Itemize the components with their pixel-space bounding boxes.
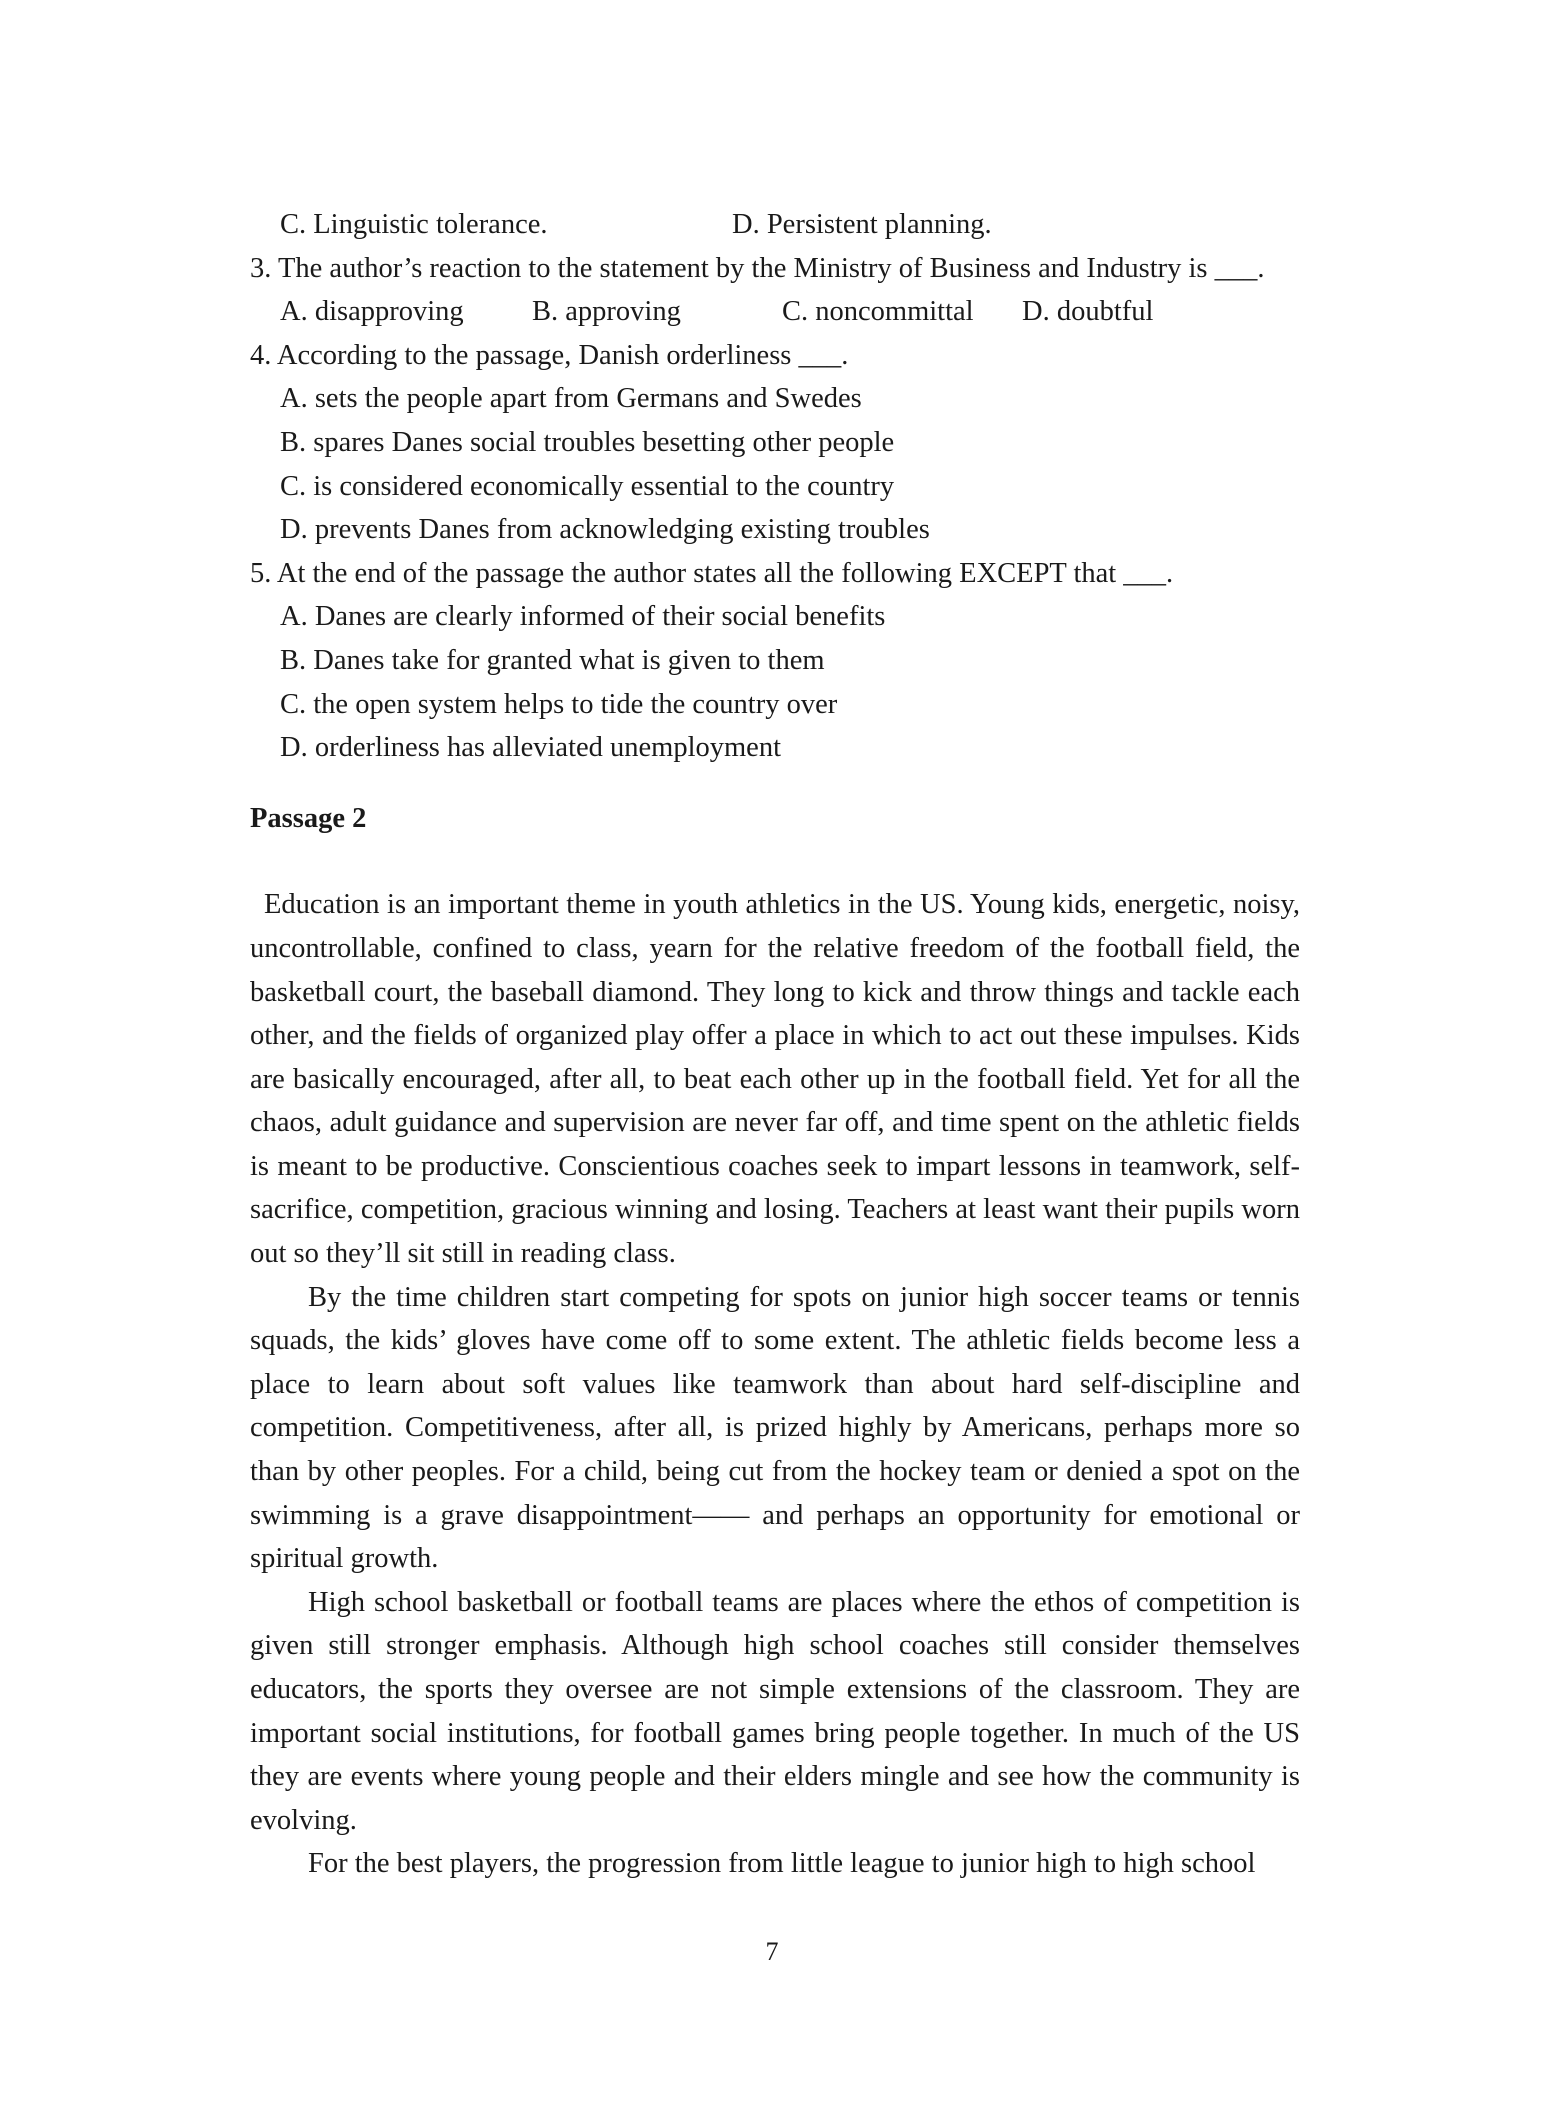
option-a: A. sets the people apart from Germans and Swedes xyxy=(280,383,862,415)
question-4-stem: 4. According to the passage, Danish orderliness ___. xyxy=(250,339,849,371)
option-c: C. noncommittal xyxy=(782,296,974,328)
question-3-stem: 3. The author’s reaction to the statement by the Ministry of Business and Industry is ___. xyxy=(250,252,1265,284)
passage-heading: Passage 2 xyxy=(250,802,367,834)
passage-paragraph: High school basketball or football teams are places where the ethos of competition is given still stronger emphasis. Although high school coaches still consider themselves educators, the sports they oversee are not simple extensions of the classroom. They are important social institutions, for football games bring people together. In much of the US they are events where young people and their elders mingle and see how the community is evolving. xyxy=(250,1586,1300,1836)
passage-paragraph: For the best players, the progression from little league to junior high to high school xyxy=(308,1848,1256,1880)
option-b: B. Danes take for granted what is given to them xyxy=(280,644,825,676)
question-5-stem: 5. At the end of the passage the author states all the following EXCEPT that ___. xyxy=(250,557,1174,589)
option-a: A. disapproving xyxy=(280,296,464,328)
option-d: D. Persistent planning. xyxy=(732,209,992,240)
option-a: A. Danes are clearly informed of their social benefits xyxy=(280,601,886,633)
option-c: C. is considered economically essential to the country xyxy=(280,470,895,502)
passage-paragraph: Education is an important theme in youth athletics in the US. Young kids, energetic, noisy, uncontrollable, confined to class, yearn for the relative freedom of the football field, the basketball court, the baseball diamond. They long to kick and throw things and tackle each other, and the fields of organized play offer a place in which to act out these impulses. Kids are basically encouraged, after all, to beat each other up in the football field. Yet for all the chaos, adult guidance and supervision are never far off, and time spent on the athletic fields is meant to be productive. Conscientious coaches seek to impart lessons in teamwork, self-sacrifice, competition, gracious winning and losing. Teachers at least want their pupils worn out so they’ll sit still in reading class. xyxy=(250,889,1300,1270)
question-2-options-tail xyxy=(250,203,1300,247)
option-d: D. prevents Danes from acknowledging existing troubles xyxy=(280,514,930,546)
page-content xyxy=(250,203,1300,1886)
option-c: C. the open system helps to tide the country over xyxy=(280,688,838,720)
option-b: B. approving xyxy=(532,296,681,328)
option-d: D. doubtful xyxy=(1022,296,1154,328)
passage-paragraph: By the time children start competing for spots on junior high soccer teams or tennis squads, the kids’ gloves have come off to some extent. The athletic fields become less a place to learn about soft values like teamwork than about hard self-discipline and competition. Competitiveness, after all, is prized highly by Americans, perhaps more so than by other peoples. For a child, being cut from the hockey team or denied a spot on the swimming is a grave disappointment—— and perhaps an opportunity for emotional or spiritual growth. xyxy=(250,1281,1300,1575)
option-b: B. spares Danes social troubles besetting other people xyxy=(280,426,895,458)
option-d: D. orderliness has alleviated unemployment xyxy=(280,732,781,764)
option-c: C. Linguistic tolerance. xyxy=(280,209,548,240)
page-number: 7 xyxy=(765,1937,779,1966)
question-3-options xyxy=(250,290,1300,334)
passage-body xyxy=(250,883,1300,1886)
